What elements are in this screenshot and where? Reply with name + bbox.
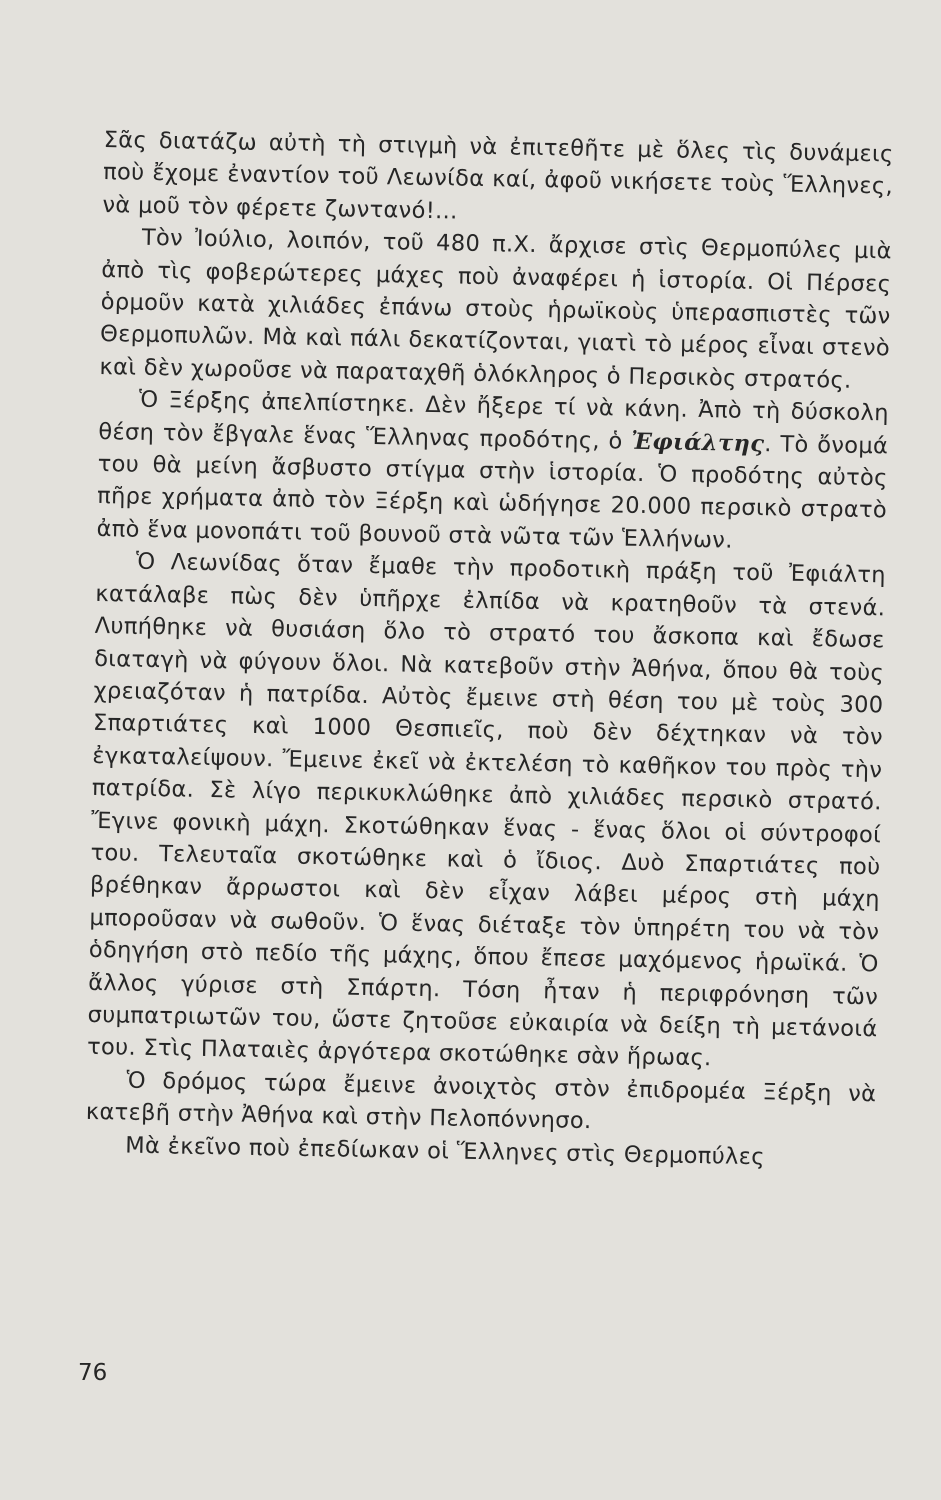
page-text <box>85 124 894 1175</box>
paragraph-6: Μὰ ἐκεῖνο ποὺ ἐπεδίωκαν οἱ Ἕλληνες στὶς Θερμοπύλες <box>125 1132 766 1170</box>
paragraph-2: Τὸν Ἰούλιο, λοιπόν, τοῦ 480 π.Χ. ἄρχισε στὶς Θερμοπύλες μιὰ ἀπὸ τὶς φοβερώτερες μάχες ποὺ ἀναφέρει ἡ ἱστορία. Οἱ Πέρσες ὁρμοῦν κατὰ χιλιάδες ἐπάνω στοὺς ἡρωϊκοὺς ὑπερασπιστὲς τῶν Θερμοπυλῶν. Μὰ καὶ πάλι δεκατίζονται, γιατὶ τὸ μέρος εἶναι στενὸ καὶ δὲν χωροῦσε νὰ παραταχθῆ ὁλόκληρος ὁ Περσικὸς στρατός. <box>99 224 893 394</box>
paragraph-5: Ὁ δρόμος τώρα ἔμεινε ἀνοιχτὸς στὸν ἐπιδρομέα Ξέρξη νὰ κατεβῆ στὴν Ἀθήνα καὶ στὴν Πελοπόννησο. <box>85 1067 877 1135</box>
paragraph-3-text-b: . Τὸ ὄνομά του θὰ μείνη ἄσβυστο στίγμα στὴν ἱστορία. Ὁ προδότης αὐτὸς πῆρε χρήματα ἀπὸ τὸν Ξέρξη καὶ ὡδήγησε 20.000 περσικὸ στρατὸ ἀπὸ ἕνα μονοπάτι τοῦ βουνοῦ στὰ νῶτα τῶν Ἑλλήνων. <box>96 430 889 554</box>
paragraph-1: Σᾶς διατάζω αὐτὴ τὴ στιγμὴ νὰ ἐπιτεθῆτε μὲ ὅλες τὶς δυνάμεις ποὺ ἔχομε ἐναντίον τοῦ Λεωνίδα καί, ἀφοῦ νικήσετε τοὺς Ἕλληνες, νὰ μοῦ τὸν φέρετε ζωντανό!... <box>102 126 894 225</box>
paragraph-4: Ὁ Λεωνίδας ὅταν ἔμαθε τὴν προδοτικὴ πράξη τοῦ Ἐφιάλτη κατάλαβε πὼς δὲν ὑπῆρχε ἐλπίδα νὰ κρατηθοῦν τὰ στενά. Λυπήθηκε νὰ θυσιάση ὅλο τὸ στρατό του ἄσκοπα καὶ ἔδωσε διαταγὴ νὰ φύγουν ὅλοι. Νὰ κατεβοῦν στὴν Ἀθήνα, ὅπου θὰ τοὺς χρειαζόταν ἡ πατρίδα. Αὐτὸς ἔμεινε στὴ θέση του μὲ τοὺς 300 Σπαρτιάτες καὶ 1000 Θεσπιεῖς, ποὺ δὲν δέχτηκαν νὰ τὸν ἐγκαταλείψουν. Ἔμεινε ἐκεῖ νὰ ἐκτελέση τὸ καθῆκον του πρὸς τὴν πατρίδα. Σὲ λίγο περικυκλώθηκε ἀπὸ χιλιάδες περσικὸ στρατό. Ἔγινε φονικὴ μάχη. Σκοτώθηκαν ἕνας - ἕνας ὅλοι οἱ σύντροφοί του. Τελευταῖα σκοτώθηκε καὶ ὁ ἴδιος. Δυὸ Σπαρτιάτες ποὺ βρέθηκαν ἄρρωστοι καὶ δὲν εἶχαν λάβει μέρος στὴ μάχη μποροῦσαν νὰ σωθοῦν. Ὁ ἕνας διέταξε τὸν ὑπηρέτη του νὰ τὸν ὁδηγήση στὸ πεδίο τῆς μάχης, ὅπου ἔπεσε μαχόμενος ἡρωϊκά. Ὁ ἄλλος γύρισε στὴ Σπάρτη. Τόση ἦταν ἡ περιφρόνηση τῶν συμπατριωτῶν του, ὥστε ζητοῦσε εὐκαιρία νὰ δείξη τὴ μετάνοιά του. Στὶς Πλαταιὲς ἀργότερα σκοτώθηκε σὰν ἥρωας. <box>86 548 887 1072</box>
ephialtes-name: Ἐφιάλτης <box>631 428 765 457</box>
paragraph-3 <box>96 383 889 559</box>
paragraph-3-text-a: Ὁ Ξέρξης ἀπελπίστηκε. Δὲν ἤξερε τί νὰ κάνη. Ἀπὸ τὴ δύσκολη θέση τὸν ἔβγαλε ἕνας Ἕλληνας προδότης, ὁ <box>98 386 890 455</box>
page-number: 76 <box>78 1360 108 1386</box>
